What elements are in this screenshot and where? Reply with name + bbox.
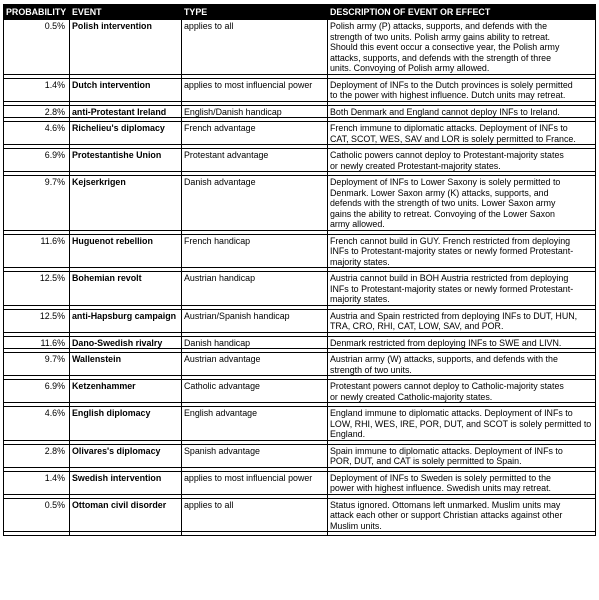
description-line: TRA, CRO, RHI, CAT, LOW, SAV, and POR. (330, 321, 504, 331)
event-name-cell: Dano-Swedish rivalry (70, 336, 182, 349)
header-event: EVENT (70, 5, 182, 20)
description-line: or newly created Catholic-majority states. (330, 391, 493, 402)
event-name-cell: Protestantishe Union (70, 149, 182, 172)
description-line: Muslim units. (330, 520, 382, 531)
event-type-cell: applies to all (182, 20, 328, 75)
description-cell (328, 407, 596, 441)
description-line: majority states. (330, 294, 390, 304)
table-row (4, 78, 596, 101)
table-row (4, 444, 596, 467)
event-type-cell: French advantage (182, 122, 328, 145)
event-name-cell: Wallenstein (70, 353, 182, 376)
event-type-cell: Danish advantage (182, 176, 328, 231)
description-cell (328, 78, 596, 101)
description-cell (328, 336, 596, 349)
description-line: strength of two units. Polish army gains ability to retreat. (330, 31, 551, 42)
probability-cell: 2.8% (4, 444, 70, 467)
description-line: England. (330, 429, 366, 439)
description-cell (328, 122, 596, 145)
probability-cell: 9.7% (4, 176, 70, 231)
event-type-cell: Austrian handicap (182, 272, 328, 306)
description-line: attacks, supports, and defends with the strength of three (330, 52, 552, 63)
description-line: units. Convoying of Polish army allowed. (330, 63, 490, 73)
event-name-cell: Ketzenhammer (70, 380, 182, 403)
header-probability: PROBABILITY (4, 5, 70, 20)
description-line: Should this event occur a consective year, the Polish army (330, 42, 560, 52)
event-name-cell: Huguenot rebellion (70, 234, 182, 268)
description-line: Spain immune to diplomatic attacks. Deployment of INFs to (330, 445, 563, 456)
spacer-cell (4, 532, 70, 536)
event-type-cell: Austrian/Spanish handicap (182, 309, 328, 332)
description-line: attack each other or support Christian attacks against other (330, 510, 563, 520)
description-cell (328, 20, 596, 75)
description-line: CAT, SCOT, WES, SAV and LOR is solely permitted to France. (330, 133, 576, 144)
description-line: or newly created Protestant-majority states. (330, 160, 501, 171)
description-cell (328, 105, 596, 118)
event-type-cell: Spanish advantage (182, 444, 328, 467)
events-table-container (3, 4, 595, 536)
event-name-cell: English diplomacy (70, 407, 182, 441)
events-table (3, 4, 596, 536)
description-line: Polish army (P) attacks, supports, and defends with the (330, 21, 548, 31)
description-cell (328, 176, 596, 231)
description-line: Both Denmark and England cannot deploy INFs to Ireland. (330, 106, 560, 117)
table-row (4, 105, 596, 118)
event-name-cell: Polish intervention (70, 20, 182, 75)
table-row (4, 176, 596, 231)
description-line: majority states. (330, 256, 390, 267)
probability-cell: 0.5% (4, 498, 70, 532)
event-type-cell: French handicap (182, 234, 328, 268)
description-line: Catholic powers cannot deploy to Protestant-majority states (330, 150, 564, 160)
probability-cell: 4.6% (4, 122, 70, 145)
event-type-cell: Danish handicap (182, 336, 328, 349)
probability-cell: 6.9% (4, 380, 70, 403)
probability-cell: 11.6% (4, 234, 70, 268)
description-line: Deployment of INFs to Sweden is solely permitted to the (330, 472, 551, 483)
event-name-cell: anti-Protestant Ireland (70, 105, 182, 118)
probability-cell: 12.5% (4, 309, 70, 332)
table-row (4, 149, 596, 172)
table-row (4, 20, 596, 75)
description-cell (328, 471, 596, 494)
event-name-cell: Kejserkrigen (70, 176, 182, 231)
row-spacer (4, 532, 596, 536)
probability-cell: 6.9% (4, 149, 70, 172)
events-table-body (4, 20, 596, 536)
description-cell (328, 272, 596, 306)
description-line: England immune to diplomatic attacks. Deployment of INFs to (330, 408, 573, 418)
description-line: Protestant powers cannot deploy to Catholic-majority states (330, 381, 564, 391)
description-line: Austrian army (W) attacks, supports, and defends with the (330, 354, 558, 364)
event-type-cell: applies to most influencial power (182, 78, 328, 101)
header-type: TYPE (182, 5, 328, 20)
event-name-cell: Olivares's diplomacy (70, 444, 182, 467)
event-type-cell: Protestant advantage (182, 149, 328, 172)
probability-cell: 11.6% (4, 336, 70, 349)
description-line: Austria and Spain restricted from deploying INFs to DUT, HUN, (330, 310, 578, 321)
event-name-cell: Swedish intervention (70, 471, 182, 494)
table-row (4, 272, 596, 306)
description-cell (328, 498, 596, 532)
event-type-cell: Catholic advantage (182, 380, 328, 403)
event-type-cell: English advantage (182, 407, 328, 441)
description-line: POR, DUT, and CAT is solely permitted to Spain. (330, 456, 522, 466)
table-row (4, 309, 596, 332)
description-line: gains the ability to retreat. Convoying of the Lower Saxon (330, 208, 555, 219)
table-row (4, 336, 596, 349)
description-cell (328, 353, 596, 376)
event-type-cell: applies to most influencial power (182, 471, 328, 494)
description-line: Deployment of INFs to the Dutch provinces is solely permitted (330, 79, 573, 90)
description-line: Deployment of INFs to Lower Saxony is solely permitted to (330, 177, 561, 187)
description-line: Denmark restricted from deploying INFs to SWE and LIVN. (330, 337, 562, 348)
table-row (4, 122, 596, 145)
event-type-cell: Austrian advantage (182, 353, 328, 376)
table-row (4, 471, 596, 494)
event-name-cell: Ottoman civil disorder (70, 498, 182, 532)
event-name-cell: anti-Hapsburg campaign (70, 309, 182, 332)
description-line: French cannot build in GUY. French restricted from deploying (330, 235, 571, 246)
header-description: DESCRIPTION OF EVENT OR EFFECT (328, 5, 596, 20)
event-name-cell: Dutch intervention (70, 78, 182, 101)
description-line: strength of two units. (330, 364, 412, 375)
description-line: INFs to Protestant-majority states or newly formed Protestant- (330, 283, 574, 294)
spacer-cell (328, 532, 596, 536)
probability-cell: 1.4% (4, 78, 70, 101)
description-line: LOW, RHI, WES, IRE, POR, DUT, and SCOT is solely permitted to (330, 418, 592, 429)
probability-cell: 0.5% (4, 20, 70, 75)
event-type-cell: English/Danish handicap (182, 105, 328, 118)
event-type-cell: applies to all (182, 498, 328, 532)
event-name-cell: Richelieu's diplomacy (70, 122, 182, 145)
table-row (4, 380, 596, 403)
description-line: French immune to diplomatic attacks. Deployment of INFs to (330, 123, 568, 133)
description-line: INFs to Protestant-majority states or newly formed Protestant- (330, 246, 574, 256)
description-cell (328, 309, 596, 332)
event-name-cell: Bohemian revolt (70, 272, 182, 306)
table-row (4, 234, 596, 268)
probability-cell: 1.4% (4, 471, 70, 494)
description-cell (328, 380, 596, 403)
table-row (4, 407, 596, 441)
description-line: Status ignored. Ottomans left unmarked. Muslim units may (330, 499, 561, 510)
description-line: Denmark. Lower Saxon army (K) attacks, supports, and (330, 187, 549, 198)
table-row (4, 498, 596, 532)
probability-cell: 2.8% (4, 105, 70, 118)
description-line: defends with the strength of two units. Lower Saxon army (330, 198, 556, 208)
description-line: power with highest influence. Swedish units may retreat. (330, 483, 551, 493)
description-cell (328, 234, 596, 268)
description-line: Austria cannot build in BOH Austria restricted from deploying (330, 273, 569, 283)
description-cell (328, 444, 596, 467)
spacer-cell (182, 532, 328, 536)
probability-cell: 9.7% (4, 353, 70, 376)
description-cell (328, 149, 596, 172)
description-line: to the power with highest influence. Dutch units may retreat. (330, 90, 566, 100)
description-line: army allowed. (330, 219, 385, 229)
probability-cell: 12.5% (4, 272, 70, 306)
probability-cell: 4.6% (4, 407, 70, 441)
header-row (4, 5, 596, 20)
spacer-cell (70, 532, 182, 536)
table-row (4, 353, 596, 376)
